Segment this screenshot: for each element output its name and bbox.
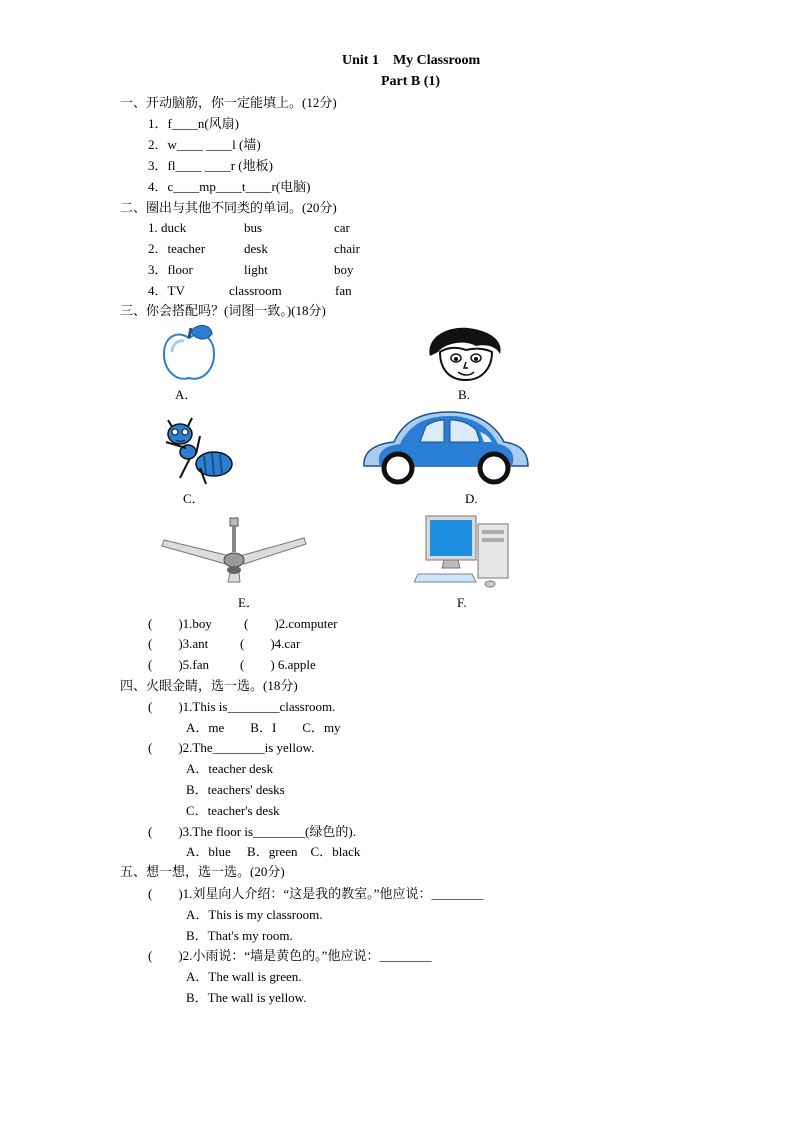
computer-icon	[414, 514, 514, 588]
label-d: D.	[465, 491, 478, 506]
s1-item: 2．w____ ____l (墙)	[148, 137, 261, 152]
s4-question-1[interactable]: ( )1.This is________classroom.	[148, 699, 336, 714]
s2-word: desk	[244, 241, 268, 256]
s2-word: chair	[334, 241, 360, 256]
s5-question-2[interactable]: ( )2.小雨说：“墙是黄色的。”他应说：________	[148, 948, 432, 963]
section-3-heading: 三、你会搭配吗？(词图一致。)(18分)	[120, 303, 326, 318]
section-1-heading: 一、开动脑筋，你一定能填上。(12分)	[120, 95, 337, 110]
s2-word: 4．TV	[148, 283, 185, 298]
s4-option: A．teacher desk	[186, 761, 273, 776]
match-blank[interactable]: ( )3.ant	[148, 636, 209, 651]
label-f: F.	[457, 595, 467, 610]
section-4-heading: 四、火眼金睛，选一选。(18分)	[120, 678, 298, 693]
match-blank[interactable]: ( ) 6.apple	[240, 657, 316, 672]
s4-question-3[interactable]: ( )3.The floor is________(绿色的).	[148, 824, 356, 839]
match-blank[interactable]: ( )4.car	[240, 636, 301, 651]
section-5-heading: 五、想一想，选一选。(20分)	[120, 864, 285, 879]
s5-question-1[interactable]: ( )1.刘星向人介绍：“这是我的教室。”他应说：________	[148, 886, 484, 901]
s4-option: C．teacher's desk	[186, 803, 280, 818]
s1-item: 1．f____n(风扇)	[148, 116, 239, 131]
match-blank[interactable]: ( )1.boy	[148, 616, 212, 631]
s4-options-1: A．me B．I C．my	[186, 720, 341, 735]
label-a: A．	[175, 387, 198, 402]
boy-icon	[426, 326, 504, 382]
match-blank[interactable]: ( )2.computer	[244, 616, 338, 631]
s2-word: boy	[334, 262, 354, 277]
apple-icon	[160, 322, 218, 384]
s4-options-3: A．blue B．green C．black	[186, 844, 361, 859]
s2-word: fan	[335, 283, 352, 298]
label-b: B.	[458, 387, 470, 402]
s2-word: light	[244, 262, 268, 277]
s5-option: A．The wall is green.	[186, 969, 302, 984]
ant-icon	[160, 408, 236, 486]
s4-question-2[interactable]: ( )2.The________is yellow.	[148, 740, 315, 755]
s2-word: classroom	[229, 283, 282, 298]
match-blank[interactable]: ( )5.fan	[148, 657, 210, 672]
label-e: E．	[238, 595, 259, 610]
s4-option: B．teachers' desks	[186, 782, 285, 797]
s2-word: 1. duck	[148, 220, 187, 235]
s2-word: 3．floor	[148, 262, 193, 277]
page-subtitle: Part B (1)	[381, 74, 441, 89]
page-title: Unit 1 My Classroom	[342, 53, 481, 68]
s2-word: car	[334, 220, 350, 235]
s5-option: A．This is my classroom.	[186, 907, 323, 922]
s2-word: 2．teacher	[148, 241, 206, 256]
s1-item: 3．fl____ ____r (地板)	[148, 158, 273, 173]
car-icon	[360, 408, 532, 486]
s5-option: B．That's my room.	[186, 928, 293, 943]
section-2-heading: 二、圈出与其他不同类的单词。(20分)	[120, 200, 337, 215]
s2-word: bus	[244, 220, 263, 235]
s5-option: B．The wall is yellow.	[186, 990, 307, 1005]
s1-item: 4．c____mp____t____r(电脑)	[148, 179, 311, 194]
label-c: C．	[183, 491, 205, 506]
fan-icon	[160, 516, 310, 586]
